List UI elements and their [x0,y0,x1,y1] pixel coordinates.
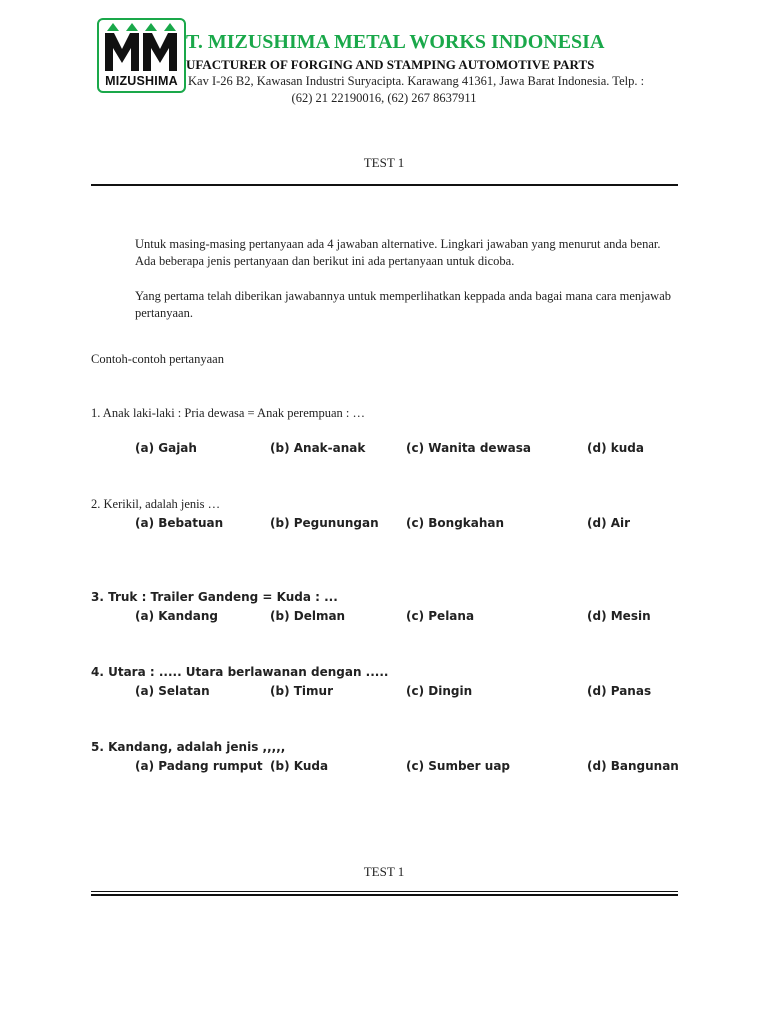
question-5-option-d[interactable]: (d) Bangunan [587,759,679,773]
question-1-text: 1. Anak laki-laki : Pria dewasa = Anak perempuan : … [91,406,365,420]
company-logo [97,18,186,93]
question-5-option-c[interactable]: (c) Sumber uap [406,759,511,773]
question-3-option-a[interactable]: (a) Kandang [135,609,219,623]
question-3-text: 3. Truk : Trailer Gandeng = Kuda : ... [91,590,338,604]
question-2-text: 2. Kerikil, adalah jenis … [91,497,221,511]
question-3-option-c[interactable]: (c) Pelana [406,609,475,623]
question-1-option-a[interactable]: (a) Gajah [135,441,197,455]
examples-heading: Contoh-contoh pertanyaan [91,352,224,366]
logo-wordmark: MIZUSHIMA [105,74,178,88]
question-3-option-b[interactable]: (b) Delman [270,609,346,623]
question-5-option-a[interactable]: (a) Padang rumput [135,759,263,773]
question-4-option-b[interactable]: (b) Timur [270,684,333,698]
question-1-option-b[interactable]: (b) Anak-anak [270,441,366,455]
footer-divider-top [91,891,678,892]
question-2-option-b[interactable]: (b) Pegunungan [270,516,379,530]
question-4-option-d[interactable]: (d) Panas [587,684,652,698]
company-tagline: UFACTURER OF FORGING AND STAMPING AUTOMOTIVE PARTS [186,57,595,72]
test-title-bottom: TEST 1 [363,864,405,879]
instruction-paragraph-1: Untuk masing-masing pertanyaan ada 4 jawaban alternative. Lingkari jawaban yang menurut anda benar. Ada beberapa jenis pertanyaan dan berikut ini ada pertanyaan untuk dicoba. [135,237,661,268]
company-phone: (62) 21 22190016, (62) 267 8637911 [291,91,477,105]
question-3-option-d[interactable]: (d) Mesin [587,609,651,623]
question-2-option-d[interactable]: (d) Air [587,516,631,530]
question-5-option-b[interactable]: (b) Kuda [270,759,329,773]
question-1-option-d[interactable]: (d) kuda [587,441,644,455]
question-2-option-c[interactable]: (c) Bongkahan [406,516,505,530]
question-5-text: 5. Kandang, adalah jenis ,,,,, [91,740,286,754]
company-name: T. MIZUSHIMA METAL WORKS INDONESIA [186,31,605,53]
question-4-option-c[interactable]: (c) Dingin [406,684,473,698]
header-divider [91,184,678,186]
instruction-paragraph-2: Yang pertama telah diberikan jawabannya untuk memperlihatkan keppada anda bagai mana cara menjawab pertanyaan. [135,289,672,320]
question-1-option-c[interactable]: (c) Wanita dewasa [406,441,531,455]
footer-divider-bottom [91,894,678,896]
company-address: Kav I-26 B2, Kawasan Industri Suryacipta. Karawang 41361, Jawa Barat Indonesia. Telp. : [188,74,645,88]
mm-logo-icon [103,23,181,73]
test-title-top: TEST 1 [363,155,405,170]
question-4-option-a[interactable]: (a) Selatan [135,684,210,698]
question-2-option-a[interactable]: (a) Bebatuan [135,516,224,530]
question-4-text: 4. Utara : ..... Utara berlawanan dengan ..... [91,665,389,679]
